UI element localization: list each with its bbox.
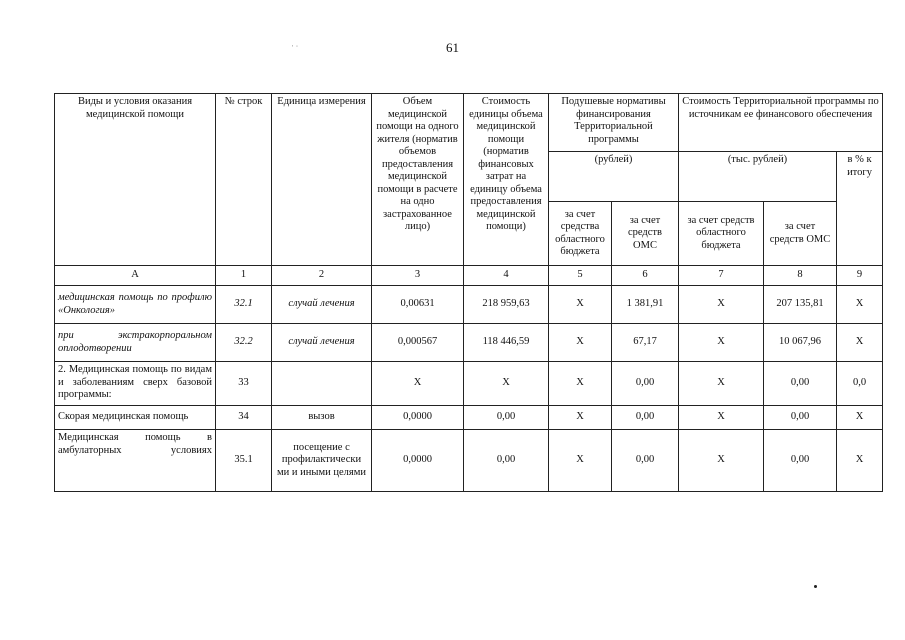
table-row xyxy=(55,430,883,492)
row-number: 34 xyxy=(216,406,272,430)
row-unit: посещение с профилактически ми и иными целями xyxy=(272,430,372,492)
row-oms-1: 0,00 xyxy=(612,430,679,492)
column-number: 4 xyxy=(464,266,549,286)
row-regional-1: Х xyxy=(549,362,612,406)
header-oms-2: за счет средств ОМС xyxy=(764,202,837,266)
row-oms-2: 0,00 xyxy=(764,362,837,406)
table-row xyxy=(55,406,883,430)
table-row xyxy=(55,286,883,324)
column-number: 7 xyxy=(679,266,764,286)
row-name: Скорая медицинская помощь xyxy=(55,406,216,430)
financing-table xyxy=(54,93,883,492)
row-unit: вызов xyxy=(272,406,372,430)
row-percent: Х xyxy=(837,430,883,492)
column-number: 3 xyxy=(372,266,464,286)
row-name: медицинская помощь по профилю «Онкология» xyxy=(55,286,216,324)
row-regional-2: Х xyxy=(679,362,764,406)
row-volume: 0,0000 xyxy=(372,430,464,492)
row-name: 2. Медицинская помощь по видам и заболеваниям сверх базовой программы: xyxy=(55,362,216,406)
header-per-capita: Подушевые нормативы финансирования Территориальной программы xyxy=(549,94,679,152)
header-total: Стоимость Территориальной программы по источникам ее финансового обеспечения xyxy=(679,94,883,152)
row-cost: 0,00 xyxy=(464,406,549,430)
header-regional-budget-1: за счет средства областного бюджета xyxy=(549,202,612,266)
row-volume: Х xyxy=(372,362,464,406)
column-number: 9 xyxy=(837,266,883,286)
header-thousand-rubles: (тыс. рублей) xyxy=(679,152,837,202)
row-regional-2: Х xyxy=(679,430,764,492)
header-regional-budget-2: за счет средств областного бюджета xyxy=(679,202,764,266)
column-number: 2 xyxy=(272,266,372,286)
page-number: 61 xyxy=(446,40,459,55)
header-oms-1: за счет средств ОМС xyxy=(612,202,679,266)
column-number: 5 xyxy=(549,266,612,286)
row-oms-1: 0,00 xyxy=(612,406,679,430)
row-volume: 0,000567 xyxy=(372,324,464,362)
row-regional-1: Х xyxy=(549,430,612,492)
row-oms-1: 67,17 xyxy=(612,324,679,362)
scan-dot xyxy=(814,585,817,588)
row-number: 35.1 xyxy=(216,430,272,492)
column-numbers-row xyxy=(55,266,883,286)
row-number: 32.2 xyxy=(216,324,272,362)
header-row-number: № строк xyxy=(216,94,272,266)
column-number: 1 xyxy=(216,266,272,286)
table-row xyxy=(55,362,883,406)
row-percent: 0,0 xyxy=(837,362,883,406)
row-unit: случай лечения xyxy=(272,324,372,362)
scan-mark: ˈ ˙ xyxy=(291,44,299,53)
row-unit: случай лечения xyxy=(272,286,372,324)
row-volume: 0,00631 xyxy=(372,286,464,324)
header-kind: Виды и условия оказания медицинской помощи xyxy=(55,94,216,266)
header-rubles: (рублей) xyxy=(549,152,679,202)
row-percent: Х xyxy=(837,286,883,324)
row-regional-1: Х xyxy=(549,406,612,430)
row-regional-2: Х xyxy=(679,324,764,362)
row-regional-1: Х xyxy=(549,286,612,324)
header-percent: в % к итогу xyxy=(837,152,883,266)
row-name: Медицинская помощь в амбулаторных условиях xyxy=(55,430,216,492)
row-percent: Х xyxy=(837,406,883,430)
header-volume: Объем медицинской помощи на одного жителя (норматив объемов предоставления медицинской помощи в расчете на одно застрахованное лицо) xyxy=(372,94,464,266)
row-cost: 0,00 xyxy=(464,430,549,492)
row-cost: 118 446,59 xyxy=(464,324,549,362)
row-oms-1: 0,00 xyxy=(612,362,679,406)
row-regional-2: Х xyxy=(679,286,764,324)
column-number: 8 xyxy=(764,266,837,286)
header-unit: Единица измерения xyxy=(272,94,372,266)
row-regional-2: Х xyxy=(679,406,764,430)
row-regional-1: Х xyxy=(549,324,612,362)
column-number: А xyxy=(55,266,216,286)
header-cost: Стоимость единицы объема медицинской помощи (норматив финансовых затрат на единицу объема предоставления медицинской помощи) xyxy=(464,94,549,266)
table-row xyxy=(55,324,883,362)
row-volume: 0,0000 xyxy=(372,406,464,430)
row-oms-2: 0,00 xyxy=(764,430,837,492)
row-number: 32.1 xyxy=(216,286,272,324)
column-number: 6 xyxy=(612,266,679,286)
row-oms-2: 0,00 xyxy=(764,406,837,430)
row-number: 33 xyxy=(216,362,272,406)
row-unit xyxy=(272,362,372,406)
row-oms-1: 1 381,91 xyxy=(612,286,679,324)
row-cost: Х xyxy=(464,362,549,406)
row-percent: Х xyxy=(837,324,883,362)
row-oms-2: 10 067,96 xyxy=(764,324,837,362)
row-cost: 218 959,63 xyxy=(464,286,549,324)
row-oms-2: 207 135,81 xyxy=(764,286,837,324)
row-name: при экстракорпоральном оплодотворении xyxy=(55,324,216,362)
